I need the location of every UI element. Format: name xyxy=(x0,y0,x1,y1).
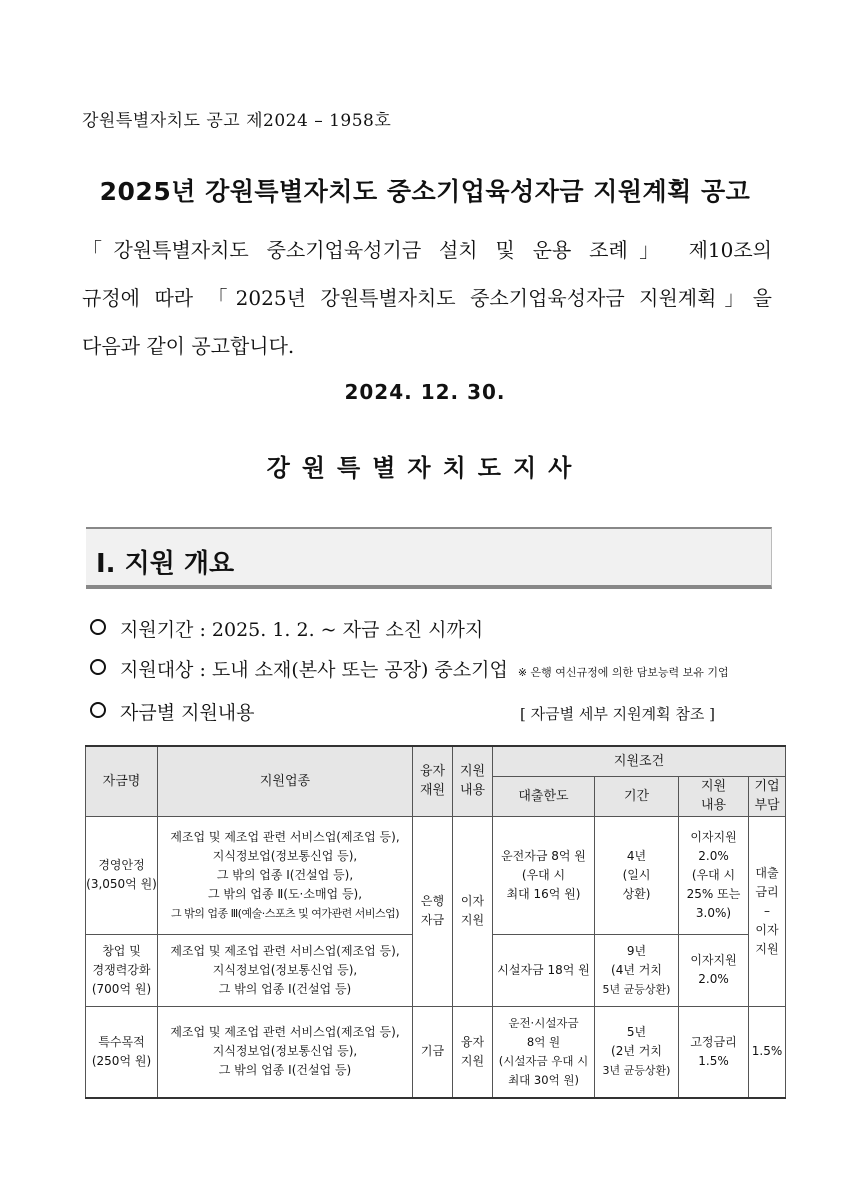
cond-support-cell: 이자지원 2.0% xyxy=(679,934,749,1006)
header-support: 지원 내용 xyxy=(453,746,493,816)
header-term: 기간 xyxy=(595,776,679,816)
circle-bullet-icon xyxy=(90,619,106,635)
industry-cell: 제조업 및 제조업 관련 서비스업(제조업 등), 지식정보업(정보통신업 등), 그 밖의 업종 Ⅰ(건설업 등) xyxy=(158,934,413,1006)
cond-support-cell: 고정금리 1.5% xyxy=(679,1006,749,1098)
limit-cell: 운전자금 8억 원 (우대 시 최대 16억 원) xyxy=(493,816,595,934)
content-text: 자금별 지원내용 xyxy=(120,702,255,724)
term-cell: 5년 (2년 거치 3년 균등상환) xyxy=(595,1006,679,1098)
target-note: ※ 은행 여신규정에 의한 담보능력 보유 기업 xyxy=(517,666,729,679)
burden-cell: 1.5% xyxy=(749,1006,786,1098)
body-line-3: 다음과 같이 공고합니다. xyxy=(82,334,295,358)
reference-note: [ 자금별 세부 지원계획 참조 ] xyxy=(520,705,715,723)
circle-bullet-icon xyxy=(90,702,106,718)
limit-cell: 운전·시설자금 8억 원 (시설자금 우대 시 최대 30억 원) xyxy=(493,1006,595,1098)
source-cell: 기금 xyxy=(413,1006,453,1098)
header-conditions: 지원조건 xyxy=(493,746,786,776)
notice-number: 강원특별자치도 공고 제2024 – 1958호 xyxy=(82,111,392,131)
source-bank-cell: 은행 자금 xyxy=(413,816,453,1006)
fund-name: 창업 및 경쟁력강화 (700억 원) xyxy=(86,934,158,1006)
issuer-signature: 강원특별자치도지사 xyxy=(266,454,584,482)
fund-name: 경영안정 (3,050억 원) xyxy=(86,816,158,934)
section-title: Ⅰ. 지원 개요 xyxy=(96,549,235,579)
header-limit: 대출한도 xyxy=(493,776,595,816)
industry-cell: 제조업 및 제조업 관련 서비스업(제조업 등), 지식정보업(정보통신업 등), 그 밖의 업종 Ⅰ(건설업 등), 그 밖의 업종 Ⅱ(도·소매업 등), 그 밖의 업종 Ⅲ(예술·스포츠 및 여가관련 서비스업) xyxy=(158,816,413,934)
header-industry: 지원업종 xyxy=(158,746,413,816)
support-cell: 융자 지원 xyxy=(453,1006,493,1098)
header-burden: 기업 부담 xyxy=(749,776,786,816)
section-header xyxy=(86,527,772,589)
header-source: 융자 재원 xyxy=(413,746,453,816)
table-row xyxy=(86,1006,786,1098)
bullet-content xyxy=(90,698,255,725)
limit-cell: 시설자금 18억 원 xyxy=(493,934,595,1006)
bullet-target xyxy=(90,655,729,682)
term-cell: 4년 (일시 상환) xyxy=(595,816,679,934)
burden-merged-cell: 대출 금리 – 이자 지원 xyxy=(749,816,786,1006)
fund-name: 특수목적 (250억 원) xyxy=(86,1006,158,1098)
target-text: 지원대상 : 도내 소재(본사 또는 공장) 중소기업 xyxy=(120,659,508,681)
body-line-1: 「강원특별자치도 중소기업육성기금 설치 및 운용 조례」 제10조의 xyxy=(82,238,772,262)
table-row xyxy=(86,816,786,934)
support-interest-cell: 이자 지원 xyxy=(453,816,493,1006)
industry-cell: 제조업 및 제조업 관련 서비스업(제조업 등), 지식정보업(정보통신업 등), 그 밖의 업종 Ⅰ(건설업 등) xyxy=(158,1006,413,1098)
bullet-period xyxy=(90,615,483,642)
term-cell: 9년 (4년 거치 5년 균등상환) xyxy=(595,934,679,1006)
header-cond-support: 지원 내용 xyxy=(679,776,749,816)
support-plan-table xyxy=(85,745,786,1099)
circle-bullet-icon xyxy=(90,659,106,675)
cond-support-cell: 이자지원 2.0% (우대 시 25% 또는 3.0%) xyxy=(679,816,749,934)
header-fund: 자금명 xyxy=(86,746,158,816)
document-title: 2025년 강원특별자치도 중소기업육성자금 지원계획 공고 xyxy=(99,177,751,206)
period-text: 지원기간 : 2025. 1. 2. ~ 자금 소진 시까지 xyxy=(120,619,484,641)
notice-date: 2024. 12. 30. xyxy=(344,380,506,404)
body-line-2: 규정에 따라 「2025년 강원특별자치도 중소기업육성자금 지원계획」을 xyxy=(82,286,772,310)
